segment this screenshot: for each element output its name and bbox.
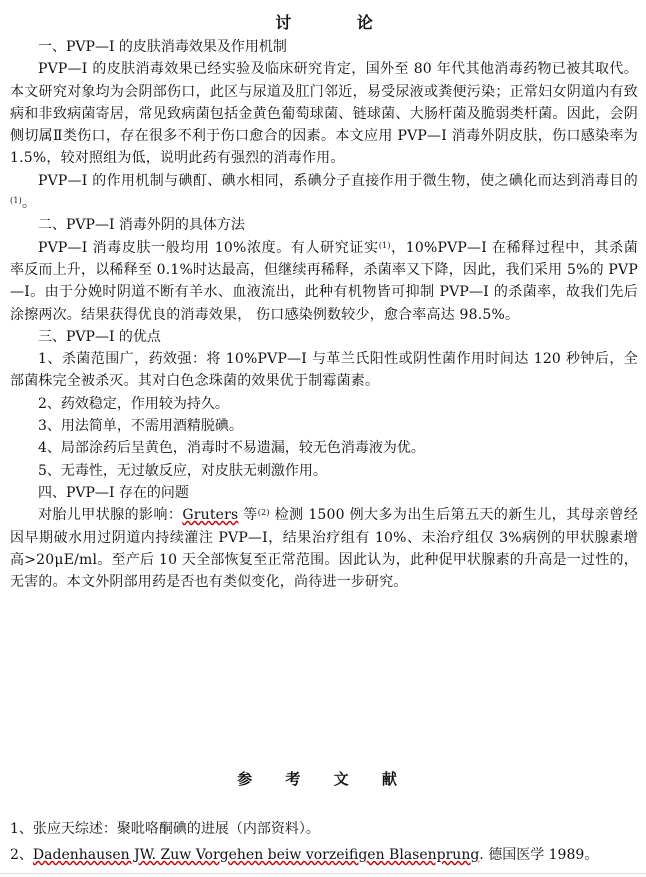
reference-item-2 — [10, 842, 638, 868]
page-title: 讨 论 — [275, 13, 403, 32]
document-body — [10, 0, 639, 863]
p2-text: PVP—I 的作用机制与碘酊、碘水相同，系碘分子直接作用于微生物，使之碘化而达到消毒目的 — [38, 172, 638, 189]
section-heading-1: 一、PVP—I 的皮肤消毒效果及作用机制 — [38, 39, 287, 55]
advantage-item-2: 2、药效稳定，作用较为持久。 — [38, 395, 229, 412]
ref2-tail: . 德国医学 1989。 — [479, 847, 599, 863]
section-2-paragraph — [10, 237, 638, 326]
section-heading-2: 二、PVP—I 消毒外阴的具体方法 — [38, 217, 245, 234]
references-list — [10, 816, 638, 868]
ref2-number: 2、 — [10, 847, 33, 863]
p4-text-c: 检测 1500 例大多为出生后第五天的新生儿，其母亲曾经因早期破水用过阴道内持续灌注 PVP—I，结果治疗组有 10%、未治疗组仅 3%病例的甲状腺素增高>20μE/ml。至产后 10 天全部恢复至正常范围。因此认为，此种促甲状腺素的升高是一过性的，无害的。本文外阴部用药是否也有类似变化，尚待进一步研究。 — [10, 507, 639, 591]
p4-text-b: 等 — [238, 507, 258, 524]
ref2-author: Dadenhausen JW. Zuw Vorgehen beiw vorzeifigen Blasenprung — [32, 847, 480, 863]
citation-2: (2) — [257, 508, 270, 518]
author-name: Gruters — [182, 507, 239, 524]
section-heading-3: 三、PVP—I 的优点 — [38, 328, 161, 345]
section-1-paragraph: PVP—I 的皮肤消毒效果已经实验及临床研究肯定，国外至 80 年代其他消毒药物已被其取代。本文研究对象均为会阴部伤口，此区与尿道及肛门邻近，易受尿液或粪便污染；正常妇女阴道内有致病和非致病菌寄居，常见致病菌包括金黄色葡萄球菌、链球菌、大肠杆菌及脆弱类杆菌。因此，会阴侧切属Ⅱ类伤口，存在很多不利于伤口愈合的因素。本文应用 PVP—I 消毒外阴皮肤，伤口感染率为 1.5%，较对照组为低，说明此药有强烈的消毒作用。 — [10, 61, 638, 167]
p2-end: 。 — [21, 195, 37, 212]
reference-item-1: 1、张应天综述：聚吡咯酮碘的进展（内部资料）。 — [10, 821, 320, 837]
advantage-item-5: 5、无毒性，无过敏反应，对皮肤无刺激作用。 — [38, 462, 327, 479]
section-1-paragraph-2 — [10, 170, 638, 215]
advantage-item-3: 3、用法简单，不需用酒精脱碘。 — [38, 418, 243, 435]
advantage-item-4: 4、局部涂药后呈黄色，消毒时不易遗漏，较无色消毒液为优。 — [38, 440, 425, 457]
section-4-paragraph — [10, 504, 638, 593]
p3-text-a: PVP—I 消毒皮肤一般均用 10%浓度。有人研究证实 — [38, 239, 379, 256]
p4-text-a: 对胎儿甲状腺的影响： — [38, 507, 183, 524]
section-heading-4: 四、PVP—I 存在的问题 — [38, 484, 189, 501]
advantage-item-1: 1、杀菌范围广，药效强：将 10%PVP—I 与革兰氏阳性或阴性菌作用时间达 120 秒钟后，全部菌株完全被杀灭。其对白色念珠菌的效果优于制霉菌素。 — [10, 351, 638, 390]
page-bottom-divider — [0, 873, 646, 874]
p3-text-b: ，10%PVP—I 在稀释过程中，其杀菌率反而上升，以稀释至 0.1%时达最高，但继续再稀释，杀菌率又下降，因此，我们采用 5%的 PVP—I。由于分娩时阴道不断有羊水、血液流出，此种有机物皆可抑制 PVP—I 的杀菌率，故我们先后涂擦两次。结果获得优良的消毒效果， 伤口感染例数较少，愈合率高达 98.5%。 — [10, 239, 638, 323]
citation-1b: (1) — [378, 240, 391, 250]
citation-1: (1) — [10, 196, 22, 206]
references-title: 参 考 文 献 — [237, 770, 411, 788]
